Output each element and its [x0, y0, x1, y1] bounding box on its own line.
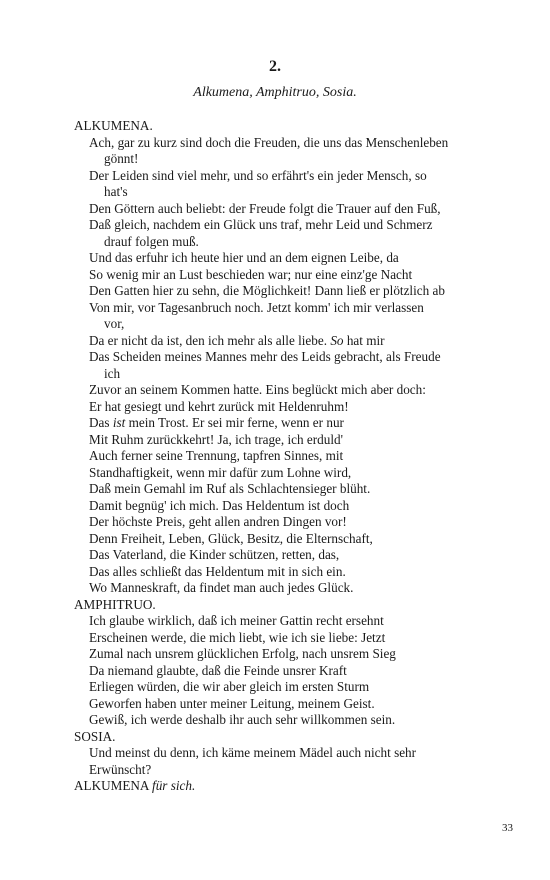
- verse-line: Erscheinen werde, die mich liebt, wie ich sie liebe: Jetzt: [89, 629, 386, 645]
- verse-line: Daß mein Gemahl im Ruf als Schlachtensieger blüht.: [89, 481, 371, 496]
- verse-line: Von mir, vor Tagesanbruch noch. Jetzt komm' ich mir verlassen: [89, 299, 424, 315]
- verse-line: Das alles schließt das Heldentum mit in sich ein.: [89, 563, 346, 579]
- verse-line: Erwünscht?: [89, 761, 152, 777]
- verse-line: Das Vaterland, die Kinder schützen, retten, das,: [89, 547, 340, 562]
- speaker-sosia: SOSIA.: [74, 728, 116, 744]
- verse-line: Zumal nach unsrem glücklichen Erfolg, nach unsrem Sieg: [89, 646, 396, 661]
- speaker-alkumena: ALKUMENA.: [74, 118, 153, 133]
- verse-line: Geworfen haben unter meiner Leitung, meinem Geist.: [89, 695, 375, 711]
- verse-segment: hat mir: [346, 332, 385, 348]
- verse-continuation: ich: [104, 365, 121, 381]
- speaker-alkumena-aside: [74, 778, 514, 795]
- verse-line: So wenig mir an Lust beschieden war; nur eine einz'ge Nacht: [89, 266, 413, 282]
- verse-continuation: vor,: [104, 316, 125, 331]
- verse-line: Ach, gar zu kurz sind doch die Freuden, die uns das Menschenleben: [89, 134, 449, 150]
- verse-segment: Das: [89, 415, 110, 430]
- verse-line: Und das erfuhr ich heute hier und an dem eignen Leibe, da: [89, 250, 399, 265]
- verse-line: Der Leiden sind viel mehr, und so erfährt's ein jeder Mensch, so: [89, 167, 427, 183]
- verse-line: Gewiß, ich werde deshalb ihr auch sehr willkommen sein.: [89, 712, 396, 727]
- verse-line: Und meinst du denn, ich käme meinem Mädel auch nicht sehr: [89, 745, 417, 760]
- scene-persons: Alkumena, Amphitruo, Sosia.: [193, 85, 357, 100]
- scene-number: 2.: [269, 58, 281, 75]
- emphasis-text: ist: [112, 415, 126, 430]
- verse-line: Den Göttern auch beliebt: der Freude folgt die Trauer auf den Fuß,: [89, 200, 441, 216]
- emphasis-text: So: [330, 332, 344, 348]
- verse-continuation: hat's: [104, 184, 128, 199]
- verse-line: [74, 333, 514, 350]
- verse-line: Da niemand glaubte, daß die Feinde unsrer Kraft: [89, 662, 347, 678]
- dialogue-text: [74, 118, 514, 795]
- verse-line: Standhaftigkeit, wenn mir dafür zum Lohne wird,: [89, 464, 352, 480]
- verse-line: Ich glaube wirklich, daß ich meiner Gattin recht ersehnt: [89, 613, 384, 628]
- verse-line: Er hat gesiegt und kehrt zurück mit Heldenruhm!: [89, 398, 349, 414]
- verse-line: Auch ferner seine Trennung, tapfren Sinnes, mit: [89, 448, 344, 463]
- verse-line: Denn Freiheit, Leben, Glück, Besitz, die Elternschaft,: [89, 530, 373, 546]
- verse-line: [74, 415, 514, 432]
- page-number: 33: [502, 822, 513, 834]
- verse-line: Den Gatten hier zu sehn, die Möglichkeit! Dann ließ er plötzlich ab: [89, 283, 445, 298]
- verse-continuation: gönnt!: [104, 151, 139, 166]
- speaker-name: ALKUMENA: [74, 778, 149, 793]
- verse-line: Zuvor an seinem Kommen hatte. Eins beglückt mich aber doch:: [89, 382, 426, 397]
- verse-line: Das Scheiden meines Mannes mehr des Leids gebracht, als Freude: [89, 349, 441, 364]
- verse-line: Wo Manneskraft, da findet man auch jedes Glück.: [89, 580, 354, 595]
- verse-segment: Da er nicht da ist, den ich mehr als alle liebe.: [89, 332, 328, 348]
- verse-line: Mit Ruhm zurückkehrt! Ja, ich trage, ich erduld': [89, 431, 343, 447]
- verse-line: Der höchste Preis, geht allen andren Dingen vor!: [89, 514, 347, 529]
- verse-segment: mein Trost. Er sei mir ferne, wenn er nur: [128, 415, 344, 430]
- stage-direction: für sich.: [152, 778, 196, 793]
- verse-line: Daß gleich, nachdem ein Glück uns traf, mehr Leid und Schmerz: [89, 217, 433, 232]
- speaker-amphitruo: AMPHITRUO.: [74, 596, 156, 612]
- verse-continuation: drauf folgen muß.: [104, 233, 199, 249]
- verse-line: Erliegen würden, die wir aber gleich im ersten Sturm: [89, 679, 370, 694]
- verse-line: Damit begnüg' ich mich. Das Heldentum ist doch: [89, 497, 350, 513]
